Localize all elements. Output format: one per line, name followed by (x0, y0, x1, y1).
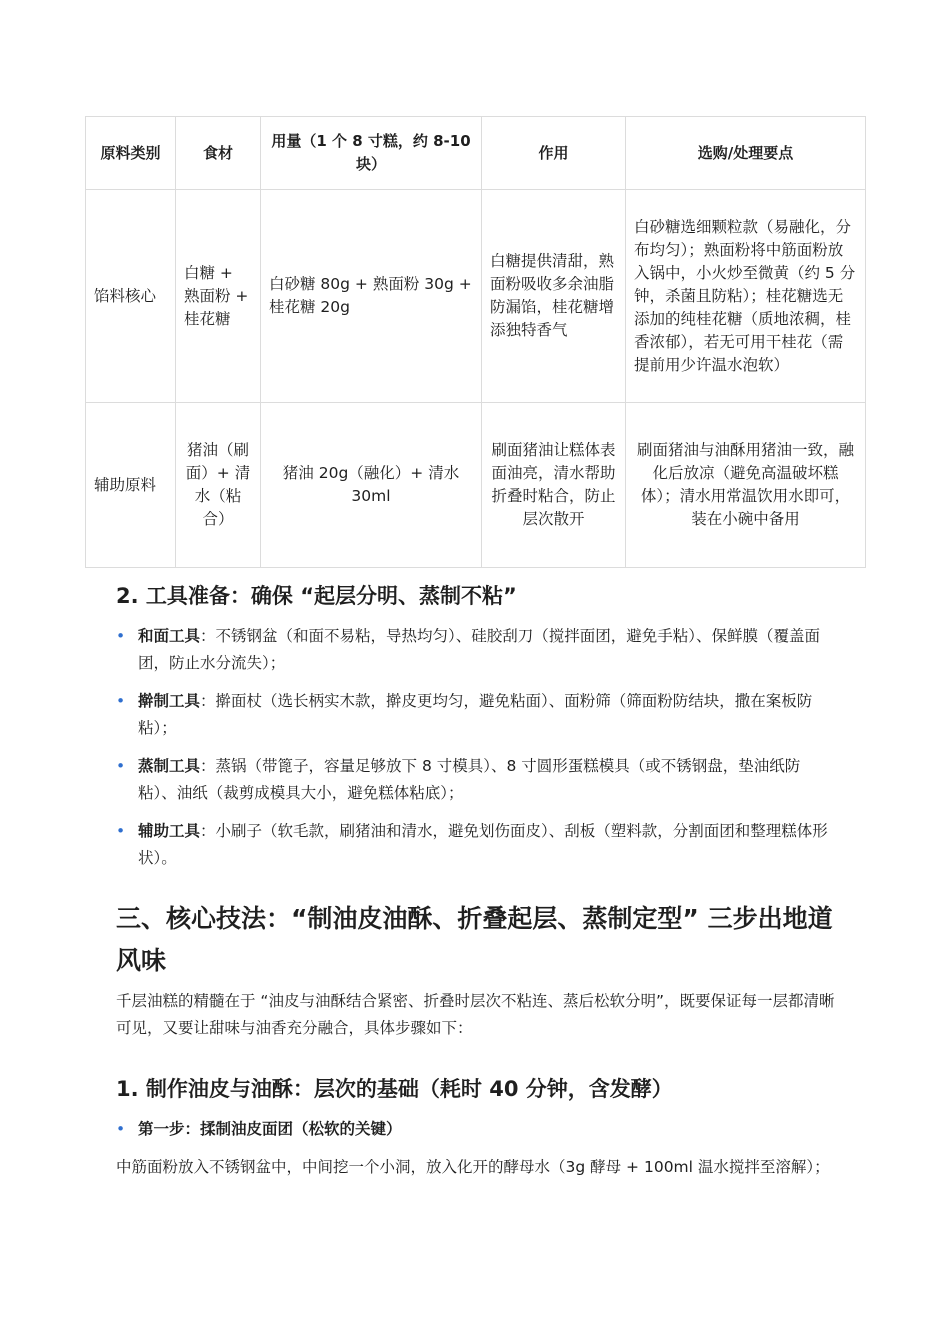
tools-list (116, 623, 836, 883)
core-intro-paragraph: 千层油糕的精髓在于 “油皮与油酥结合紧密、折叠时层次不粘连、蒸后松软分明”，既要保证每一层都清晰可见，又要让甜味与油香充分融合，具体步骤如下： (116, 992, 835, 1037)
table-cell-category: 辅助原料 (86, 403, 176, 568)
list-item (116, 688, 836, 742)
list-item (116, 818, 836, 872)
list-item-label: 第一步：揉制油皮面团（松软的关键） (138, 1120, 402, 1138)
table-header-cell: 食材 (176, 117, 261, 190)
tools-section-title: 2. 工具准备：确保 “起层分明、蒸制不粘” (116, 584, 517, 608)
list-item-text: ：擀面杖（选长柄实木款，擀皮更均匀，避免粘面）、面粉筛（筛面粉防结块，撒在案板防粘）； (138, 692, 813, 737)
table-cell-function: 刷面猪油让糕体表面油亮，清水帮助折叠时粘合，防止层次散开 (482, 403, 626, 568)
list-item-text: ：小刷子（软毛款，刷猪油和清水，避免划伤面皮）、刮板（塑料款，分割面团和整理糕体形状）。 (138, 822, 828, 867)
list-item-label: 辅助工具 (138, 822, 201, 840)
step1-title: 1. 制作油皮与油酥：层次的基础（耗时 40 分钟，含发酵） (116, 1077, 673, 1101)
table-cell-category: 馅料核心 (86, 190, 176, 403)
table-header-cell: 选购/处理要点 (626, 117, 866, 190)
table-cell-amount: 白砂糖 80g + 熟面粉 30g + 桂花糖 20g (261, 190, 482, 403)
table-header-row (86, 117, 866, 190)
table-cell-function: 白糖提供清甜，熟面粉吸收多余油脂防漏馅，桂花糖增添独特香气 (482, 190, 626, 403)
list-item-label: 蒸制工具 (138, 757, 201, 775)
list-item-label: 和面工具 (138, 627, 201, 645)
table-header-cell: 作用 (482, 117, 626, 190)
table-cell-tips: 白砂糖选细颗粒款（易融化，分布均匀）；熟面粉将中筋面粉放入锅中，小火炒至微黄（约 5 分钟，杀菌且防粘）；桂花糖选无添加的纯桂花糖（质地浓稠，桂香浓郁），若无可用干桂花（需提前用少许温水泡软） (626, 190, 866, 403)
table-header-cell: 原料类别 (86, 117, 176, 190)
core-section-title: 三、核心技法：“制油皮油酥、折叠起层、蒸制定型” 三步出地道风味 (116, 904, 833, 975)
list-item (116, 623, 836, 677)
step1-list (116, 1116, 836, 1154)
ingredients-table (85, 116, 866, 568)
table-cell-amount: 猪油 20g（融化）+ 清水 30ml (261, 403, 482, 568)
table-cell-ingredient: 白糖 + 熟面粉 + 桂花糖 (176, 190, 261, 403)
table-row (86, 403, 866, 568)
table-cell-tips: 刷面猪油与油酥用猪油一致，融化后放凉（避免高温破坏糕体）；清水用常温饮用水即可，装在小碗中备用 (626, 403, 866, 568)
list-item-text: ：蒸锅（带篦子，容量足够放下 8 寸模具）、8 寸圆形蛋糕模具（或不锈钢盘，垫油纸防粘）、油纸（裁剪成模具大小，避免糕体粘底）； (138, 757, 801, 802)
list-item-text: ：不锈钢盆（和面不易粘，导热均匀）、硅胶刮刀（搅拌面团，避免手粘）、保鲜膜（覆盖面团，防止水分流失）； (138, 627, 821, 672)
table-header-cell: 用量（1 个 8 寸糕，约 8-10 块） (261, 117, 482, 190)
list-item (116, 1116, 836, 1143)
step1-paragraph: 中筋面粉放入不锈钢盆中，中间挖一个小洞，放入化开的酵母水（3g 酵母 + 100ml 温水搅拌至溶解）； (116, 1158, 830, 1176)
list-item-label: 擀制工具 (138, 692, 201, 710)
table-row (86, 190, 866, 403)
list-item (116, 753, 836, 807)
table-cell-ingredient: 猪油（刷面）+ 清水（粘合） (176, 403, 261, 568)
